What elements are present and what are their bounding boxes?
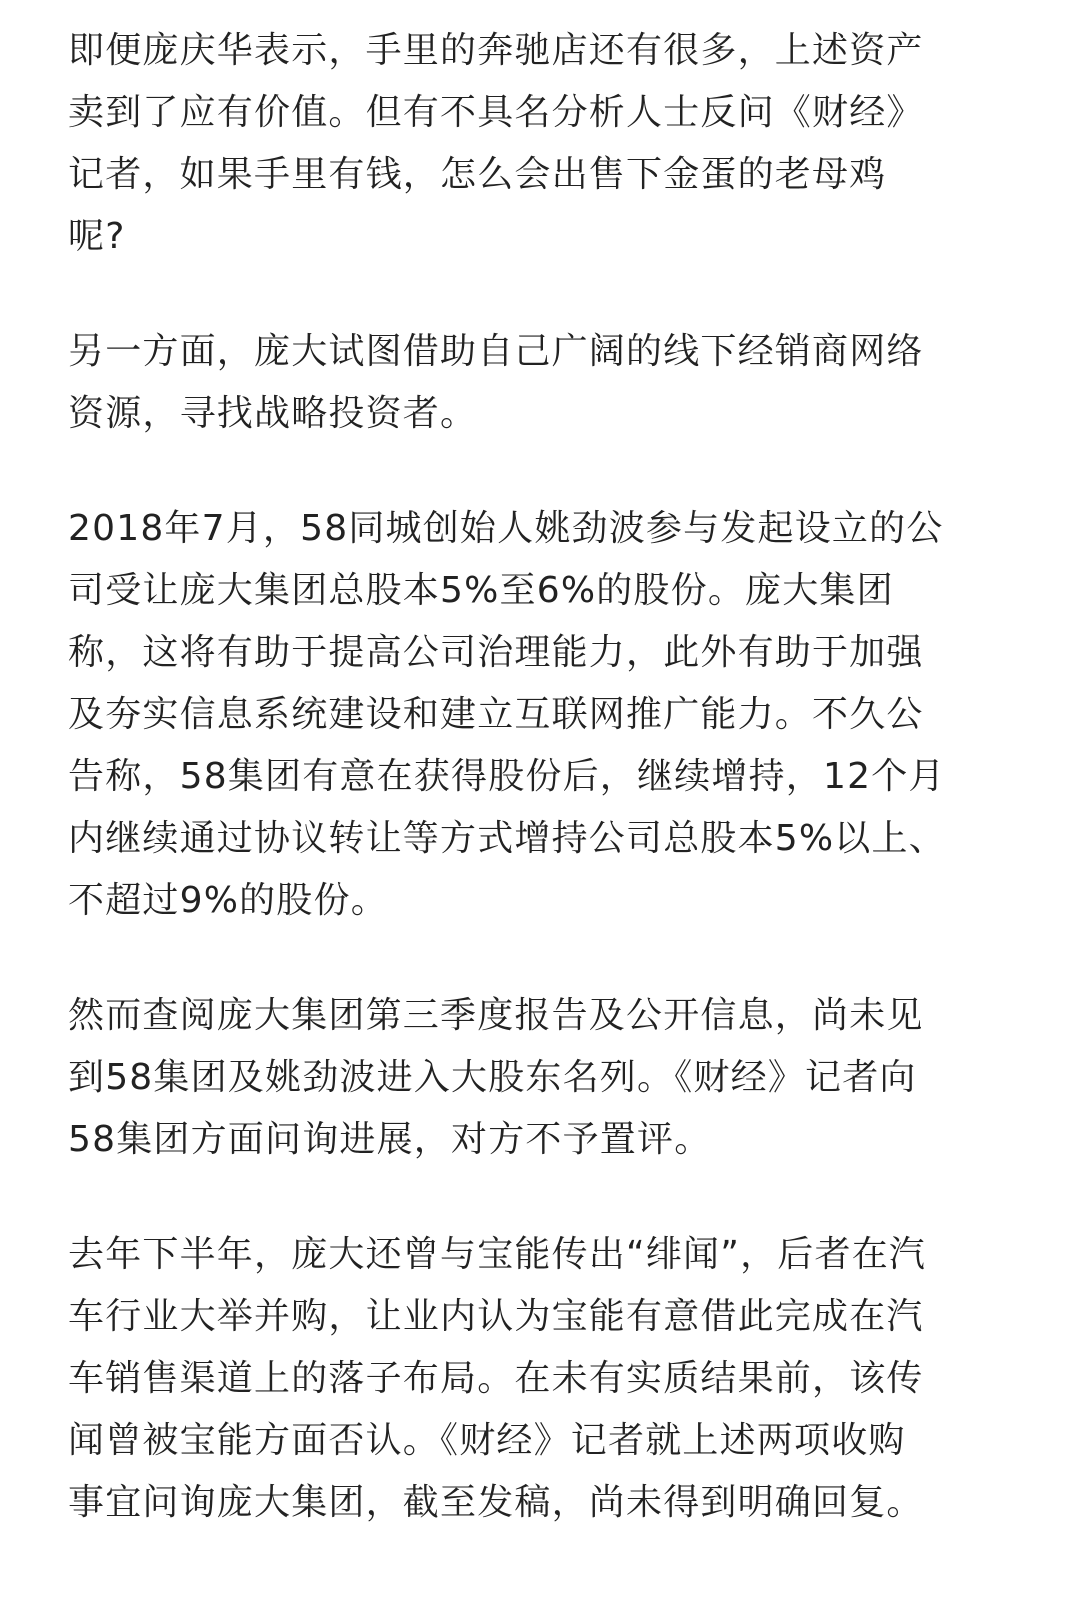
paragraph-4 [68, 985, 983, 1171]
paragraph-2 [68, 321, 983, 445]
text-line: 称，这将有助于提高公司治理能力，此外有助于加强 [68, 632, 924, 673]
text-line: 内继续通过协议转让等方式增持公司总股本5%以上、 [68, 818, 946, 859]
text-line: 及夯实信息系统建设和建立互联网推广能力。不久公 [68, 694, 924, 735]
text-line: 告称，58集团有意在获得股份后，继续增持，12个月 [68, 756, 946, 797]
text-line: 然而查阅庞大集团第三季度报告及公开信息，尚未见 [68, 995, 924, 1036]
text-line: 闻曾被宝能方面否认。《财经》记者就上述两项收购 [68, 1420, 906, 1461]
text-line: 即便庞庆华表示，手里的奔驰店还有很多，上述资产 [68, 30, 924, 71]
text-line: 不超过9%的股份。 [68, 880, 388, 921]
text-line: 资源，寻找战略投资者。 [68, 393, 478, 434]
paragraph-3 [68, 498, 983, 932]
text-line: 2018年7月，58同城创始人姚劲波参与发起设立的公 [68, 508, 944, 549]
paragraph-1 [68, 20, 983, 268]
text-line: 呢? [68, 216, 126, 257]
text-line: 到58集团及姚劲波进入大股东名列。《财经》记者向 [68, 1057, 917, 1098]
text-line: 司受让庞大集团总股本5%至6%的股份。庞大集团 [68, 570, 894, 611]
text-line: 车行业大举并购，让业内认为宝能有意借此完成在汽 [68, 1296, 924, 1337]
text-line: 卖到了应有价值。但有不具名分析人士反问《财经》 [68, 92, 924, 133]
text-line: 去年下半年，庞大还曾与宝能传出“绯闻”，后者在汽 [68, 1234, 927, 1275]
paragraph-5 [68, 1224, 983, 1534]
text-line: 另一方面，庞大试图借助自己广阔的线下经销商网络 [68, 331, 924, 372]
text-line: 58集团方面问询进展，对方不予置评。 [68, 1119, 712, 1160]
article-body [68, 20, 983, 1587]
text-line: 事宜问询庞大集团，截至发稿，尚未得到明确回复。 [68, 1482, 924, 1523]
text-line: 记者，如果手里有钱，怎么会出售下金蛋的老母鸡 [68, 154, 887, 195]
text-line: 车销售渠道上的落子布局。在未有实质结果前，该传 [68, 1358, 924, 1399]
